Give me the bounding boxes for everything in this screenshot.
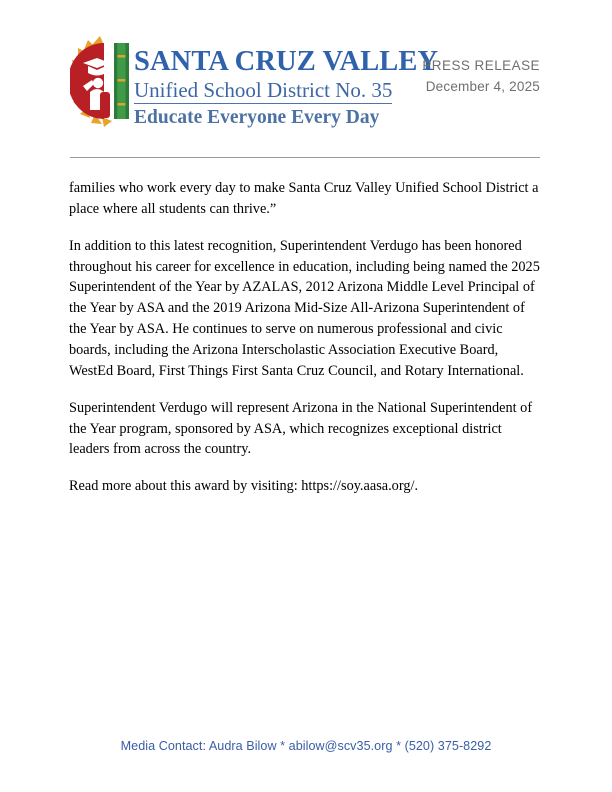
press-release-label: PRESS RELEASE — [422, 58, 540, 73]
body-paragraph: In addition to this latest recognition, Superintendent Verdugo has been honored throughout his career for excellence in education, including being named the 2025 Superintendent of the Year by AZALAS, 2012 Arizona Middle Level Principal of the Year by ASA and the 2019 Arizona Mid-Size All-Arizona Superintendent of the Year by ASA. He continues to serve on numerous professional and civic boards, including the Arizona Interscholastic Association Executive Board, WestEd Board, First Things First Santa Cruz Council, and Rotary International. — [69, 237, 540, 379]
logo-district-subtitle: Unified School District No. 35 — [134, 79, 392, 105]
logo-tagline: Educate Everyone Every Day — [134, 107, 380, 129]
media-contact-line: Media Contact: Audra Bilow * abilow@scv35.org * (520) 375-8292 — [120, 739, 492, 753]
document-footer — [0, 739, 612, 753]
press-release-date: December 4, 2025 — [425, 78, 540, 94]
body-paragraph: families who work every day to make Santa Cruz Valley Unified School District a place where all students can thrive.” — [69, 180, 539, 217]
body-paragraph: Read more about this award by visiting: https://soy.aasa.org/. — [69, 478, 419, 495]
body-content — [69, 178, 542, 497]
sun-graduate-book-emblem — [70, 34, 132, 130]
header-divider — [70, 157, 540, 158]
body-paragraph: Superintendent Verdugo will represent Arizona in the National Superintendent of the Year program, sponsored by ASA, which recognizes exceptional district leaders from across the country. — [69, 399, 533, 458]
logo-district-name: SANTA CRUZ VALLEY — [134, 46, 439, 77]
press-release-meta — [422, 56, 540, 98]
document-header — [70, 34, 540, 146]
district-logo — [70, 34, 438, 130]
logo-wordmark — [134, 34, 438, 128]
